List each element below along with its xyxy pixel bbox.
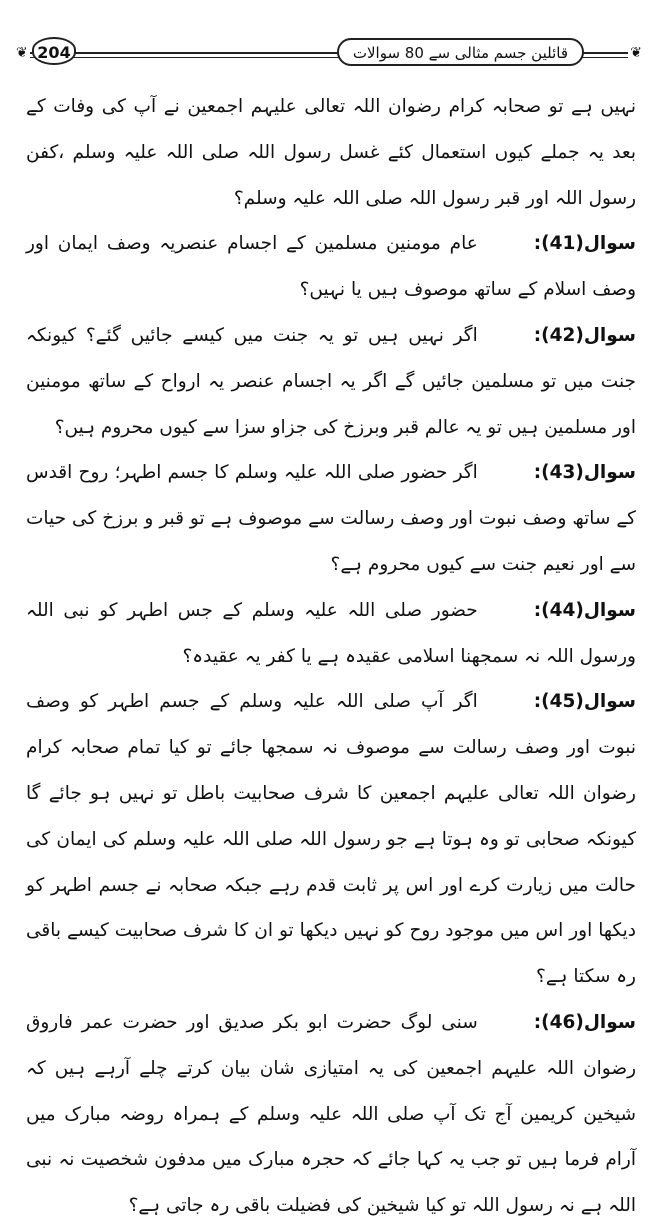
question-46 bbox=[26, 1000, 636, 1229]
question-label: سوال(43): bbox=[533, 462, 636, 484]
question-41 bbox=[26, 221, 636, 313]
page-header bbox=[14, 34, 644, 70]
paragraph-text: نہیں ہے تو صحابہ کرام رضوان اللہ تعالی علیہم اجمعین نے آپ کی وفات کے بعد یہ جملے کیوں استعمال کئے غسل رسول اللہ صلی اللہ علیہ وسلم ،کفن رسول اللہ اور قبر رسول اللہ صلی اللہ علیہ وسلم؟ bbox=[26, 96, 636, 209]
question-text: سنی لوگ حضرت ابو بکر صدیق اور حضرت عمر فاروق رضوان اللہ علیہم اجمعین کی یہ امتیازی شان بیان کرتے چلے آرہے ہیں کہ شیخین کریمین آج تک آپ صلی اللہ علیہ وسلم کے ہمراہ روضہ مبارک میں آرام فرما ہیں تو جب یہ کہا جائے کہ حجرہ مبارک میں مدفون شخصیت نہ نبی اللہ ہے نہ رسول اللہ تو کیا شیخین کی فضیلت باقی رہ جاتی ہے؟ bbox=[26, 1011, 636, 1217]
question-label: سوال(42): bbox=[533, 324, 636, 346]
ornament-icon: ❦ bbox=[16, 45, 28, 61]
question-text: اگر آپ صلی اللہ علیہ وسلم کے جسم اطہر کو وصف نبوت اور وصف رسالت سے موصوف نہ سمجھا جائے تو کیا تمام صحابہ کرام رضوان اللہ تعالی علیہم اجمعین کا شرف صحابیت باطل تو نہیں ہو جائے گا کیونکہ صحابی تو وہ ہوتا ہے جو رسول اللہ صلی اللہ علیہ وسلم کی ایمان کی حالت میں زیارت کرے اور اس پر ثابت قدم رہے جبکہ صحابہ نے جسم اطہر کو دیکھا اور اس میں موجود روح کو نہیں دیکھا تو ان کا شرف صحابیت کیسے باقی رہ سکتا ہے؟ bbox=[26, 691, 636, 988]
book-title: قائلین جسم مثالی سے 80 سوالات bbox=[337, 38, 584, 66]
paragraph bbox=[26, 84, 636, 221]
question-44 bbox=[26, 588, 636, 680]
question-label: سوال(46): bbox=[533, 1011, 636, 1033]
page-number: 204 bbox=[32, 37, 76, 65]
question-text: اگر نہیں ہیں تو یہ جنت میں کیسے جائیں گئے؟ کیونکہ جنت میں تو مسلمین جائیں گے اگر یہ اجسام عنصر یہ ارواح کے ساتھ مومنین اور مسلمین ہیں تو یہ عالم قبر وبرزخ کی جزاو سزا سے کیوں محروم ہیں؟ bbox=[26, 324, 636, 438]
question-43 bbox=[26, 450, 636, 587]
page-body bbox=[26, 84, 636, 1229]
question-label: سوال(41): bbox=[533, 233, 636, 255]
question-label: سوال(45): bbox=[533, 691, 636, 713]
question-45 bbox=[26, 679, 636, 1000]
question-text: حضور صلی اللہ علیہ وسلم کے جس اطہر کو نبی اللہ ورسول اللہ نہ سمجھنا اسلامی عقیدہ ہے یا کفر یہ عقیدہ؟ bbox=[26, 599, 636, 667]
ornament-icon: ❦ bbox=[630, 45, 642, 61]
question-42 bbox=[26, 313, 636, 450]
question-text: عام مومنین مسلمین کے اجسام عنصریہ وصف ایمان اور وصف اسلام کے ساتھ موصوف ہیں یا نہیں؟ bbox=[26, 233, 636, 301]
question-text: اگر حضور صلی اللہ علیہ وسلم کا جسم اطہر؛ روح اقدس کے ساتھ وصف نبوت اور وصف رسالت سے موصوف ہے تو قبر و برزخ کی حیات سے اور نعیم جنت سے کیوں محروم ہے؟ bbox=[26, 462, 636, 575]
question-label: سوال(44): bbox=[533, 599, 636, 621]
